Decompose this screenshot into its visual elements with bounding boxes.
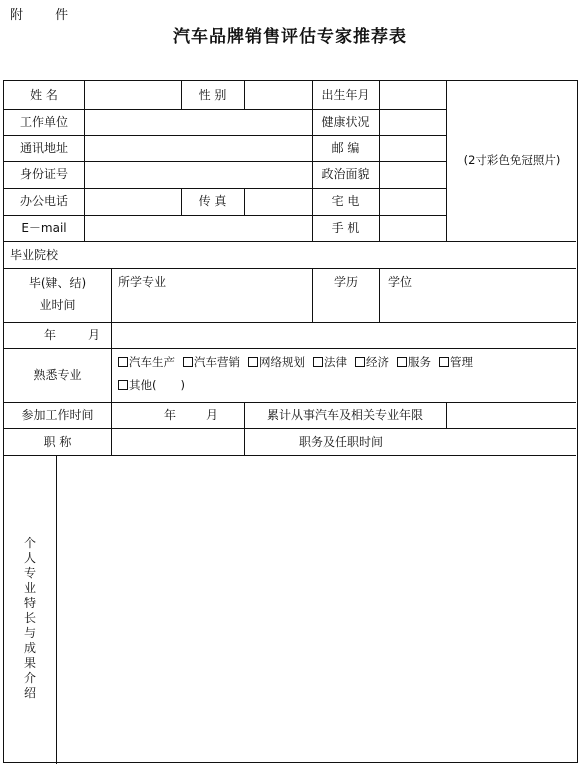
office-phone-field[interactable] xyxy=(85,189,180,215)
email-field[interactable] xyxy=(85,216,311,241)
address-field[interactable] xyxy=(85,136,311,161)
work-unit-field[interactable] xyxy=(85,110,311,135)
email-label: E－mail xyxy=(21,221,67,235)
office-phone-label: 办公电话 xyxy=(19,194,68,208)
school-label: 毕业院校 xyxy=(10,248,59,262)
option-service[interactable]: 服务 xyxy=(397,355,431,369)
option-car-marketing[interactable]: 汽车营销 xyxy=(183,355,240,369)
mobile-label: 手 机 xyxy=(331,221,360,235)
postcode-field[interactable] xyxy=(380,136,445,161)
mobile-field[interactable] xyxy=(380,216,445,241)
fax-label: 传 真 xyxy=(198,194,227,208)
attachment-label: 附 件 xyxy=(10,8,83,23)
name-label: 姓 名 xyxy=(30,88,58,102)
checkbox-icon xyxy=(183,357,193,367)
profile-field[interactable] xyxy=(57,456,576,761)
checkbox-icon xyxy=(397,357,407,367)
years-in-field-input[interactable] xyxy=(447,403,576,428)
option-management[interactable]: 管理 xyxy=(439,355,473,369)
checkbox-icon xyxy=(248,357,258,367)
work-start-month: 月 xyxy=(206,408,219,422)
home-phone-field[interactable] xyxy=(380,189,445,215)
familiar-options xyxy=(118,355,473,369)
recommendation-form xyxy=(3,80,578,763)
profile-label: 个人专业特长与成果介绍 xyxy=(23,536,36,700)
birth-field[interactable] xyxy=(380,82,445,108)
education-label: 学历 xyxy=(334,275,359,289)
major-label: 所学专业 xyxy=(118,275,167,289)
familiar-label: 熟悉专业 xyxy=(33,368,82,382)
option-economy[interactable]: 经济 xyxy=(355,355,389,369)
title-label: 职 称 xyxy=(43,435,72,449)
school-field[interactable] xyxy=(74,242,574,268)
name-field[interactable] xyxy=(85,82,180,108)
postcode-label: 邮 编 xyxy=(331,141,360,155)
checkbox-icon xyxy=(313,357,323,367)
political-field[interactable] xyxy=(380,162,445,188)
option-network-planning[interactable]: 网络规划 xyxy=(248,355,305,369)
years-in-field-label: 累计从事汽车及相关专业年限 xyxy=(266,408,423,422)
grad-time-label-2: 业时间 xyxy=(39,298,76,312)
grad-month-label: 月 xyxy=(88,328,101,342)
fax-field[interactable] xyxy=(245,189,311,215)
home-phone-label: 宅 电 xyxy=(331,194,360,208)
option-law[interactable]: 法律 xyxy=(313,355,347,369)
checkbox-icon xyxy=(118,357,128,367)
work-unit-label: 工作单位 xyxy=(19,115,68,129)
health-field[interactable] xyxy=(380,110,445,135)
grad-year-label: 年 xyxy=(44,328,57,342)
grad-details-field[interactable] xyxy=(112,323,576,348)
form-title: 汽车品牌销售评估专家推荐表 xyxy=(173,27,407,47)
gender-label: 性 别 xyxy=(198,88,227,102)
checkbox-icon xyxy=(439,357,449,367)
gender-field[interactable] xyxy=(245,82,311,108)
health-label: 健康状况 xyxy=(321,115,370,129)
photo-placeholder: (2寸彩色免冠照片) xyxy=(463,153,561,167)
option-car-production[interactable]: 汽车生产 xyxy=(118,355,175,369)
address-label: 通讯地址 xyxy=(19,141,68,155)
title-field[interactable] xyxy=(112,429,243,455)
position-label: 职务及任职时间 xyxy=(299,435,384,449)
id-label: 身份证号 xyxy=(19,167,68,181)
grad-time-label: 毕(肄、结) xyxy=(28,276,87,290)
checkbox-icon xyxy=(355,357,365,367)
checkbox-icon xyxy=(118,380,128,390)
degree-label: 学位 xyxy=(388,275,413,289)
work-start-year: 年 xyxy=(164,408,177,422)
political-label: 政治面貌 xyxy=(321,167,370,181)
id-field[interactable] xyxy=(85,162,311,188)
work-start-label: 参加工作时间 xyxy=(21,408,94,422)
option-other[interactable]: 其他( ) xyxy=(118,378,185,392)
birth-label: 出生年月 xyxy=(321,88,370,102)
